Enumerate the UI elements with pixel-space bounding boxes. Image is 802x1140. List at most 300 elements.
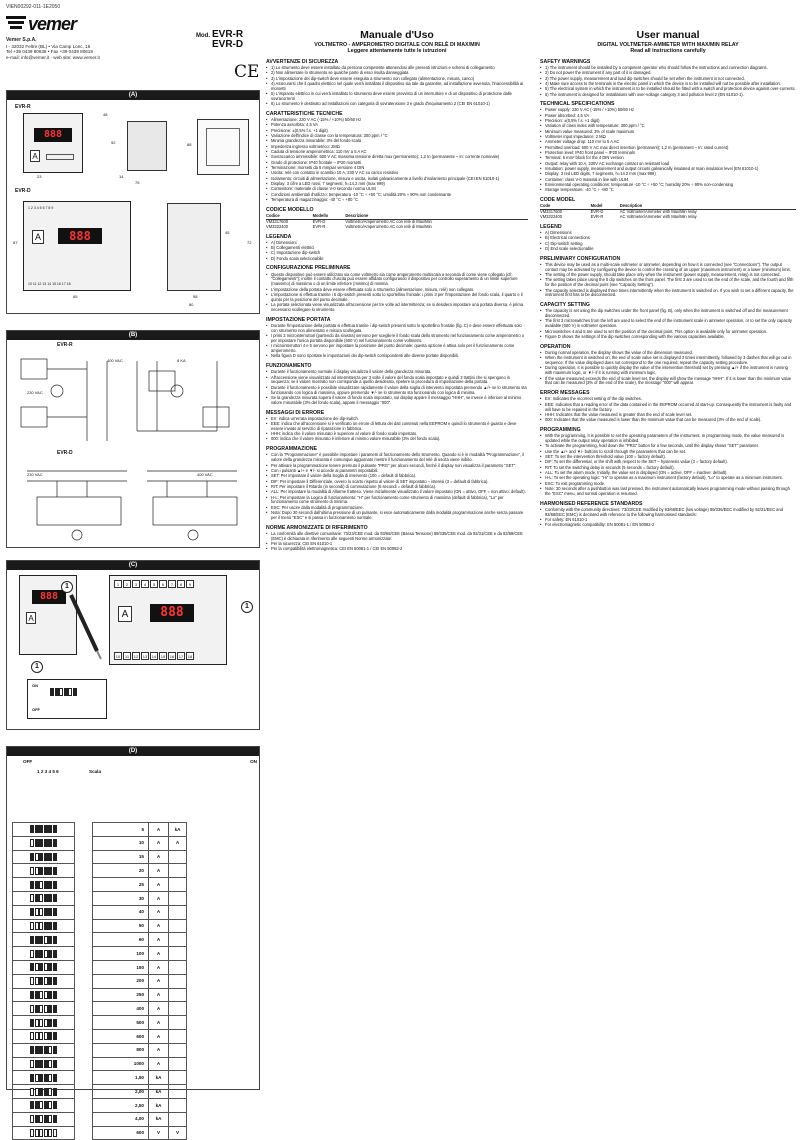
section-heading: NORME ARMONIZZATE DI RIFERIMENTO (266, 524, 368, 531)
scale-unit: A (149, 919, 169, 933)
side-unit (169, 933, 187, 947)
section-item: • Durante l'impostazione della portata si effettua tramite i dip-switch presenti sotto lo sportellino frontale (fig. C) e deve essere effettuata solo con strumento non alimentato e misura scollegata. (266, 324, 528, 334)
code-cell: AC Voltmeter/Ammeter with Max/Min relay (619, 214, 697, 220)
side-unit (169, 919, 187, 933)
section-item: • Display: 3 cifre a LED rossi, 7 segmenti, h=14,2 mm (max 999) (266, 182, 528, 187)
evr-r-front (23, 113, 83, 173)
section-item: • A) Dimensioni (266, 241, 528, 246)
dim-label: 88 (187, 142, 192, 147)
scale-unit: A (149, 891, 169, 905)
dip-switch-pattern (13, 947, 75, 961)
section-item: • Minimum value measured: 3% of scale maximum (540, 130, 796, 135)
company-web: e-mail: info@vemer.it - web site: www.vemer.it (6, 55, 100, 61)
scale-value: 4,00 (93, 1112, 149, 1126)
figure-b (6, 330, 260, 548)
side-unit (169, 1085, 187, 1099)
scale-unit: A (149, 905, 169, 919)
scale-value: 10 (93, 836, 149, 850)
section-heading: LEGEND (540, 223, 562, 230)
code-cell: Model (591, 204, 620, 209)
section (266, 207, 528, 230)
scale-unit: A (149, 1002, 169, 1016)
section-item: • HHH: Indicates that the value measured is greater than the end of scale level set. (540, 413, 796, 418)
dim-label: 87 (13, 240, 18, 245)
section (540, 101, 796, 193)
en-sections (540, 59, 796, 528)
unit-a-icon: A (32, 230, 44, 244)
dip-switch-pattern (13, 1016, 75, 1030)
scale-row (13, 823, 254, 837)
section-item: • RIT: To set the switching delay in seconds (5 seconds = factory default). (540, 466, 796, 471)
dim-label: 45 (225, 230, 230, 235)
evr-d-side (167, 203, 221, 291)
product-code: VIEN00292-011-1E2050 (6, 4, 61, 10)
dip-switch-pattern (13, 1126, 75, 1140)
section-item: • 5) The electrical system in which the instrument is to be installed should be fitted with a switch and protection device against over-currents. (540, 87, 796, 92)
section-item: • SET: Per impostare il valore della Soglia di intervento (100 = default di fabbrica). (266, 474, 528, 479)
section-item: • 4) Make sure access to the terminals in the electric panel in which the device is to be installed will not be possible after installation. (540, 82, 796, 87)
section-item: • Precisione: ±(0,5% f.s. +1 digit) (266, 129, 528, 134)
scale-unit: V (149, 1126, 169, 1140)
section-heading: PRELIMINARY CONFIGURATION (540, 255, 621, 262)
scale-row (13, 1002, 254, 1016)
scale-row (13, 1057, 254, 1071)
section-item: • ESC: To exit programming mode. (540, 482, 796, 487)
section-item: • If the value measured exceeds the end of scale level set, the display will show the message "HHH". If it is lower than the minimum value that can be measured (3% of the end of the scale), the message "000" will appear. (540, 377, 796, 387)
section-item: • C) Impostazione dip-switch (266, 251, 528, 256)
section-item: • 2) Do not power the instrument if any part of it is damaged. (540, 71, 796, 76)
section-item: • D) End scale selectionable (540, 247, 796, 252)
section-heading: PROGRAMMING (540, 426, 581, 433)
section-heading: CONFIGURAZIONE PRELIMINARE (266, 265, 351, 272)
section-item: • DIF: To set the differential, or the shift with respect to the SET – hysteresis value (3 = factory default). (540, 460, 796, 465)
company-phone: Tel +39 0439 80638 • Fax +39 0439 80619 (6, 49, 93, 55)
side-unit: A (169, 836, 187, 850)
section-item: • L'impostazione della portata deve essere effettuata solo a strumento (alimentazione, misura, relè) non collegato. (266, 288, 528, 293)
section-item: • Err: Indicates the incorrect setting of the dip switches. (540, 397, 796, 402)
unit-a-icon: A (30, 150, 40, 162)
section (266, 265, 528, 312)
dip-switch-pattern (13, 1085, 75, 1099)
section-item: • SET: To set the intervention threshold value (100 = factory default). (540, 455, 796, 460)
scale-row (13, 1071, 254, 1085)
dip-switch-pattern (13, 891, 75, 905)
scale-row (13, 864, 254, 878)
section-item: • Storage temperature: -40 °C ÷ +80 °C (540, 188, 796, 193)
figure-c (6, 560, 260, 730)
section-item: • To activate the programming, hold down the "PRG" button for a few seconds, until the display shows "SET" parameter. (540, 444, 796, 449)
side-unit (169, 864, 187, 878)
section-item: • Se la grandezza misurata supera il valore di fondo scala impostato, sul display appare il messaggio "HHH", se invece è inferiore al minimo valore misurabile (3% del fondo scala), appare il messaggio "000". (266, 396, 528, 406)
section-item: • 1) The instrument should be installed by a competent operator who should follow the instructions and connection diagrams. (540, 66, 796, 71)
section-item: • C) Dip-switch setting (540, 242, 796, 247)
scale-row (13, 1016, 254, 1030)
dip-switch-pattern (13, 850, 75, 864)
dip-switch-pattern (13, 933, 75, 947)
section (540, 197, 796, 220)
side-unit (169, 947, 187, 961)
section-item: • 6) The instrument is designed for installations with over-voltage category 3 and pollution level 2 (EN 61010-1). (540, 93, 796, 98)
scale-value: 250 (93, 988, 149, 1002)
dim-label: 48 (103, 112, 108, 117)
dip-switch-pattern (13, 823, 75, 837)
dip-switch-pattern (13, 919, 75, 933)
scale-unit: A (149, 823, 169, 837)
scale-table (12, 822, 254, 1140)
section-item: • 000: indica che il valore misurato è inferiore al minimo valore misurabile (3% del fondo scala). (266, 437, 528, 442)
side-unit (169, 974, 187, 988)
section-item: • I microinterruttori 4 e 5 servono per impostare la posizione del punto decimale: questa opzione è attiva solo per il funzionamento come amperometro. (266, 344, 528, 354)
scale-unit: A (149, 974, 169, 988)
dim-label: 23 (37, 174, 42, 179)
section-item: • Output: relay with 10 A, 230V AC exchange contact on resistant load (540, 162, 796, 167)
section (266, 234, 528, 262)
section-item: • The setting of the power supply, should take place only when the instrument (power supply, measurement, relay) is not connected. (540, 273, 796, 278)
scale-row (13, 988, 254, 1002)
section-heading: MESSAGGI DI ERRORE (266, 409, 325, 416)
scale-row (13, 1098, 254, 1112)
section-item: • This device may be used as a multi-scale voltmeter or ammeter, depending on how it is connected (see "Connections"). The output contact may be activated by configuring the device to control the crossing of an upper (maximum instrument) or a lower (minimum) limit. (540, 263, 796, 273)
section-item: • Terminal: 6 mm² block for the 4 DIN version (540, 156, 796, 161)
section-heading: SAFETY WARNINGS (540, 58, 591, 65)
section-item: • DIF: Per impostare il Differenziale, ovvero lo scarto rispetto al valore di SET impostato – isteresi (3 = default di fabbrica). (266, 480, 528, 485)
section-item: • The capacity selected is displayed three times intermittently when the instrument is switched on. If you wish to set a different capacity, the instrument first has to be disconnected. (540, 289, 796, 299)
evr-r-device-c: 888 A (19, 575, 77, 655)
evr-r-side (127, 121, 167, 171)
section-item: • All'accensione viene visualizzato ad intermittenza per 3 volte il valore del fondo scala impostato e quindi 3 trattini che si spengono in sequenza; se il valore mostrato non corrisponde a quello desiderato, ripetere la procedura di impostazione della portata. (266, 376, 528, 386)
italian-column (266, 0, 528, 1100)
scale-row (13, 850, 254, 864)
section-item: • Questo dispositivo può essere utilizzato sia come voltmetro sia come amperometro multiscala a seconda di come viene collegato (cfr. "Collegamenti"); inoltre il contatto d'uscita può essere affidato configurando il dispositivo per controllo superamento di un limite superiore (massimo) di massima o di un limite inferiore (minimo) di minima. (266, 273, 528, 287)
scale-value: 50 (93, 919, 149, 933)
figure-d-cols: 1 2 3 4 5 6 Scala (37, 769, 102, 774)
scale-value: 40 (93, 905, 149, 919)
scale-unit: kA (149, 1112, 169, 1126)
screwdriver-icon (67, 591, 107, 661)
figure-a-sub2: EVR-D (15, 188, 31, 194)
scale-row (13, 919, 254, 933)
section-item: • L'impostazione si effettua tramite i 5 dip-switch presenti sotto lo sportellino frontale: i primi 3 per l'impostazione del fondo scala, il quarto e il quinto per la posizione del punto decimale. (266, 293, 528, 303)
section-item: • Caduta di tensione amperometrica: 110 mV a 5 A AC (266, 150, 528, 155)
scale-value: 2,00 (93, 1085, 149, 1099)
scale-unit: A (149, 1016, 169, 1030)
side-unit (169, 1098, 187, 1112)
figure-b-sub1: EVR-R (57, 342, 73, 348)
section-item: • Terminazione: morsetti da 6 mmpiar versione 4 DIN (266, 166, 528, 171)
section (540, 59, 796, 98)
voltage-label: 400 VAC (107, 358, 123, 363)
section-item: • Temperatura di magazzinaggio: -40 °C ÷ +80 °C (266, 198, 528, 203)
company-name: Vemer S.p.A. (6, 37, 37, 43)
figure-d-head: OFF ON (23, 759, 257, 764)
code-cell: EVR-D (590, 209, 604, 215)
dim-label: 14 (119, 174, 124, 179)
dip-switch-pattern (13, 988, 75, 1002)
code-cell: Codice (266, 214, 313, 219)
figure-b-sub2: EVR-D (57, 450, 73, 456)
section (266, 410, 528, 443)
side-unit (169, 905, 187, 919)
section-item: • Durante il funzionamento normale il display visualizza il valore della grandezza misurata. (266, 370, 528, 375)
section-item: • Con la "Programmazione" è possibile impostare i parametri di funzionamento dello strumento. Quando si è in modalità "Programmazione", il valore della grandezza misurata è comunque aggiornato mentre il funzionamento del relè di uscita viene inibito. (266, 453, 528, 463)
code-cell: VM3317600 (540, 209, 563, 215)
section-item: • 5) L'impianto elettrico in cui verrà installato lo strumento deve essere provvisto di un interruttore e di un dispositivo di protezione dalle sovracorrenti (266, 92, 528, 102)
section (266, 111, 528, 203)
section-item: • Conformity with the community directives: 73/23/CEE modified by 93/68/EEC (low voltage) 89/336/EEC modified by 92/31/EEC and 93/68/EEC (EMC) is declared with reference to the following harmonised standards: (540, 508, 796, 518)
step-marker: 1 (61, 581, 73, 593)
section-item: • La portata selezionata viene visualizzata all'accensione per tre volte ad intermittenza; se si desidera impostare una portata diversa, è prima necessario scollegare lo strumento. (266, 303, 528, 313)
dip-switch-pattern (13, 1112, 75, 1126)
section-item: • A) Dimensions (540, 231, 796, 236)
section-item: • 000: Indicates that the value measured is lower than the minimum value that can be measured (3% of the end of scale). (540, 418, 796, 423)
section-heading: IMPOSTAZIONE PORTATA (266, 316, 331, 323)
section (540, 427, 796, 497)
scale-value: 2,50 (93, 1098, 149, 1112)
scale-value: 600 (93, 1029, 149, 1043)
scale-value: 5 (93, 823, 149, 837)
scale-value: 100 (93, 947, 149, 961)
section-heading: CAPACITY SETTING (540, 302, 590, 309)
dip-switch-pattern (13, 974, 75, 988)
terminals-top: 1 2 3 4 5 6 7 8 9 (114, 580, 195, 588)
section-item: • Insulation: power supply, measurement and output circuits galvanically insulated at main insulation level (EN 61010-1) (540, 167, 796, 172)
section (266, 363, 528, 405)
scale-row (13, 891, 254, 905)
section-item: • With the programming, it is possible to set the operating parameters of the instrument. In programming mode, the value measured is updated while the output relay operation is inhibited. (540, 434, 796, 444)
section-item: • Per la sicurezza: CEI EN 61010-1 (266, 542, 528, 547)
scale-value: 400 (93, 1002, 149, 1016)
scale-unit: A (149, 988, 169, 1002)
section-item: • Impedenza ingresso voltmetrico: 2MΩ (266, 145, 528, 150)
it-title: Manuale d'Uso (360, 29, 434, 41)
section-item: • Grado di protezione: IP40 frontale – IP20 morsetti (266, 161, 528, 166)
scale-value: 1,50 (93, 1071, 149, 1085)
dim-label: 92 (111, 140, 116, 145)
scale-unit: A (149, 947, 169, 961)
scale-row (13, 960, 254, 974)
section-item: • Microswitches 4 and 5 are used to set the position of the decimal point. This option is available only for ammeter operation. (540, 330, 796, 335)
evr-r-display: 888 (34, 128, 72, 142)
section-item: • Power absorbed: 4,5 VA (540, 114, 796, 119)
side-unit (169, 1016, 187, 1030)
code-cell: EVR-R (590, 214, 604, 220)
section-item: • For safety: EN 61010-1 (540, 518, 796, 523)
code-cell: EVR-R (312, 223, 326, 229)
dip-switch-pattern (13, 905, 75, 919)
code-cell: EVR-D (312, 218, 326, 224)
scale-unit: A (149, 878, 169, 892)
section-item: • I primi 3 microinterruttori (partendo da sinistra) servono per scegliere il fondo scala dello strumento nel funzionamento come amperometro o per impostare l'unica portata disponibile (600 V) nel funzionamento come voltmetro. (266, 334, 528, 344)
section (266, 59, 528, 107)
section-item: • Per attivare la programmazione tenere premuto il pulsante "PRG" per alcuni secondi, finché il display non visualizza il parametro "SET". (266, 464, 528, 469)
section-item: • Nota: Dopo 30 secondi dall'ultima pressione di un pulsante, si esce automaticamente dalla modalità programmazione anche senza passare per il menù "ESC" e si passa in funzionamento normale. (266, 511, 528, 521)
evr-d-display: 888 (58, 228, 102, 244)
figure-c-title: (C) (7, 561, 259, 570)
section-item: • H-L: To set the operating logic: "Hi" to operate as a maximum instrument (factory default), "Lo" to operate as a minimum instrument. (540, 476, 796, 481)
dip-switch-pattern (13, 1002, 75, 1016)
code-cell: Descrizione (345, 214, 528, 219)
side-unit (169, 1057, 187, 1071)
dip-switch-pattern (13, 960, 75, 974)
scale-unit: A (149, 850, 169, 864)
section-item: • EEE: indica che all'accensione si è verificato un errore di lettura dei dati contenuti nella EEPROM e quindi lo strumento è guasto e deve essere inviato al servizio di riparazione in fabbrica. (266, 422, 528, 432)
code-table (540, 204, 796, 219)
section-item: • La conformità alle direttive comunitarie: 73/23/CEE mod. da 93/68/CEE (Bassa Tensione) 89/336/CEE mod. da 92/31/CEE e da 93/68/CEE (EMC) è dichiarata in riferimento alle seguenti Norme armonizzate: (266, 532, 528, 542)
dip-switch-detail: ON OFF (27, 679, 107, 719)
section-item: • Figure D shows the settings of the dip switches corresponding with the various capacities available. (540, 335, 796, 340)
code-cell: Code (540, 204, 591, 209)
scale-unit: A (149, 1043, 169, 1057)
scale-value: 500 (93, 1016, 149, 1030)
scale-value: 150 (93, 960, 149, 974)
logo-mark-icon (6, 14, 28, 32)
brand-name: vemer (28, 14, 77, 34)
scale-unit: A (149, 960, 169, 974)
section-heading: CODE MODEL (540, 197, 576, 204)
scale-unit: A (149, 1057, 169, 1071)
section (540, 302, 796, 340)
step-marker: 1 (31, 661, 43, 673)
section-item: • Note: 30 seconds after a pushbutton was last pressed, the instrument automatically leaves programming mode without passing through the "ESC" menu, and normal operation is resumed. (540, 487, 796, 497)
company-info (6, 37, 100, 61)
dip-switch-pattern (13, 836, 75, 850)
section-item: • HHH: indica che il valore misurato è superiore al valore di fondo scala impostato. (266, 432, 528, 437)
code-cell: Modello (313, 214, 346, 219)
side-unit (169, 1071, 187, 1085)
dim-label: 65 (73, 294, 78, 299)
scale-unit: A (149, 1029, 169, 1043)
section-item: • When the instrument is switched on, the end of scale value set is displayed 3 times intermittently, followed by 3 dashes that will go out in sequence. If the value displayed does not correspond to the one required, repeat the capacity setting procedure. (540, 356, 796, 366)
scale-row (13, 974, 254, 988)
section-item: • The capacity is set using the dip switches under the front panel (fig. B), only when the instrument is switched off and the measurement disconnected. (540, 309, 796, 319)
evr-d-device-c: 1 2 3 4 5 6 7 8 9 888 A 10 11 12 13 14 15 16 17 18 (109, 575, 227, 665)
section-item: • The first 3 microswitches from the left are used to select the end of the instrument scale in ammeter operation, or to set the only capacity available (600 V) in voltmeter operation. (540, 319, 796, 329)
side-unit: kA (169, 823, 187, 837)
side-unit (169, 1043, 187, 1057)
en-subtitle1: DIGITAL VOLTMETER-AMMETER WITH MAX/MIN RELAY (597, 41, 739, 48)
code-cell: AC Voltmeter/Ammeter with Max/Min relay (619, 209, 697, 215)
scale-row (13, 836, 254, 850)
scale-value: 60 (93, 933, 149, 947)
section-item: • D) Fondo scala selezionabile (266, 257, 528, 262)
section-heading: LEGENDA (266, 233, 292, 240)
evr-r-buttons (46, 154, 74, 160)
model-name-1: EVR-R (212, 29, 244, 40)
section (540, 224, 796, 252)
section-item: • ALL: Per impostare la modalità di Allarme fratteso. Viene inizialmente visualizzato il valore impostato (ON = attivo, OFF = non attivo: default). (266, 490, 528, 495)
wiring-diagram-evr-d (17, 461, 249, 543)
scale-unit: kA (149, 1085, 169, 1099)
section-item: • Ammeter voltage drop: 110 mV to 5 A AC (540, 140, 796, 145)
evr-d-front: 1 2 3 4 5 6 7 8 9 888 A 10 11 12 13 14 15 16 17 18 (23, 201, 131, 291)
section-item: • Use the ▲/+ and ▼/- buttons to scroll through the parameters that can be set. (540, 450, 796, 455)
side-unit (169, 1002, 187, 1016)
section-item: • H-L: Per impostare la Logica di funzionamento: "H" per funzionamento come strumento di massima (default di fabbrica), "Lo" per funzionamento come strumento di minima. (266, 496, 528, 506)
section-heading: ERROR MESSAGES (540, 390, 590, 397)
section-heading: CODICE MODELLO (266, 206, 314, 213)
code-table (266, 214, 528, 229)
section-item: • Durante il funzionamento è possibile visualizzare rapidamente il valore della soglia di intervento impostata premendo ▲/+ se lo strumento sta funzionando con logica di massima, oppure premendo ▼/- se lo strumento sta funzionando con logica di minima. (266, 386, 528, 396)
scale-value: 800 (93, 1043, 149, 1057)
section (540, 390, 796, 423)
section-item: • Alimentazione: 230 V AC (-15% / +10%) 50/60 Hz (266, 118, 528, 123)
code-cell: Voltmetro/Amperometro AC con relè di Max/Min (345, 223, 432, 229)
voltage-label: 230 VAC (27, 472, 43, 477)
section-item: • Per la compatibilità elettromagnetica: CEI EN 50081-1 / CEI EN 50082-2 (266, 547, 528, 552)
scale-row (13, 1085, 254, 1099)
code-cell: VM3317600 (266, 218, 289, 224)
section-item: • 1) Lo strumento deve essere installato da persona competente attenendosi alle presenti istruzioni e schemi di collegamento (266, 66, 528, 71)
en-subtitle2: Read all instructions carefully (630, 48, 706, 55)
section-item: • Isolamento: circuiti di alimentazione, misura e uscita, isolati galvanicamente a livello d'isolamento principale (CEI EN 61010-1) (266, 177, 528, 182)
section-item: • B) Collegamenti elettrici (266, 246, 528, 251)
side-unit (169, 1029, 187, 1043)
section-item: • B) Electrical connections (540, 236, 796, 241)
voltage-label: 400 VAC (197, 472, 213, 477)
dip-switch-pattern (13, 1029, 75, 1043)
brand-logo (6, 14, 77, 34)
section-heading: HARMONISED REFERENCE STANDARDS (540, 500, 643, 507)
section-item: • 6) Lo strumento è destinato ad installazioni con categoria di sovratensione 3 e grado d'inquinamento 2 (CEI EN 61010-1) (266, 102, 528, 107)
model-label: Mod. (196, 33, 210, 39)
scale-row (13, 1126, 254, 1140)
side-unit (169, 1112, 187, 1126)
section-item: • ALL: To set the alarm mode. Initially, the value set is displayed (ON = active, OFF = inactive: default). (540, 471, 796, 476)
wiring-diagram-evr-r (17, 351, 249, 447)
dim-label: 80 (189, 302, 194, 307)
section-item: • 4) Assicurarsi che il quadro elettrico nel quale verrà installato il dispositivo sia tale da garantire, ad installazione avvenuta, l'inaccessibilità ai morsetti (266, 82, 528, 92)
dip-switch-pattern (13, 1071, 75, 1085)
scale-row (13, 1029, 254, 1043)
dip-switch-pattern (13, 878, 75, 892)
section (266, 525, 528, 552)
terminals-bottom: 10 11 12 13 14 15 16 17 18 (115, 654, 193, 659)
scale-row (13, 1043, 254, 1057)
side-unit (169, 960, 187, 974)
scale-unit: A (149, 864, 169, 878)
section-heading: AVVERTENZE DI SICUREZZA (266, 58, 339, 65)
section (540, 344, 796, 386)
model-block (196, 30, 243, 50)
section-item: • RIT: Per impostare il Ritardo (in secondi) di commutazione (5 secondi = default di fabbrica). (266, 485, 528, 490)
section-item: • Variazione dell'indice di classe con la temperatura: 300 ppm / °C (266, 134, 528, 139)
evr-r-panel-cutout (197, 119, 249, 175)
dip-switch-pattern (13, 1057, 75, 1071)
side-unit (169, 988, 187, 1002)
section-heading: TECHNICAL SPECIFICATIONS (540, 101, 615, 108)
scale-unit: kA (149, 1071, 169, 1085)
en-title: User manual (636, 29, 700, 41)
section-item: • Sovraccarico ammissibile: 600 V AC massima tensione diretta max (permanente); 1,2 In (permanente – In: corrente nominale) (266, 155, 528, 160)
section-item: • Display: 3 red LED digits, 7 segments, h=14.2 mm (max 999) (540, 172, 796, 177)
section-item: • Protection level: IP40 front panel – IP20 terminals (540, 151, 796, 156)
scale-value: 600 (93, 1126, 149, 1140)
scale-unit: kA (149, 1098, 169, 1112)
section (266, 446, 528, 520)
company-address: I - 32032 Feltre (BL) • Via Camp Lonc, 16 (6, 43, 91, 49)
scale-value: 25 (93, 878, 149, 892)
scale-value: 15 (93, 850, 149, 864)
section-item: • 2) Non alimentare lo strumento se qualche parte di esso risulta danneggiata (266, 71, 528, 76)
section-item: • Contenitore: materiale di classe V-0 secondo norma UL94 (266, 187, 528, 192)
scale-row (13, 1112, 254, 1126)
scale-unit: A (149, 836, 169, 850)
section-item: • Variation of class index with temperature: 300 ppm / °C (540, 124, 796, 129)
section-item: • Permitted overload: 600 V AC max direct insertion (permanent); 1,2 In (permanent – In: rated current) (540, 146, 796, 151)
figure-a-title: (A) (7, 91, 259, 100)
step-marker: 1 (241, 601, 253, 613)
scale-row (13, 947, 254, 961)
